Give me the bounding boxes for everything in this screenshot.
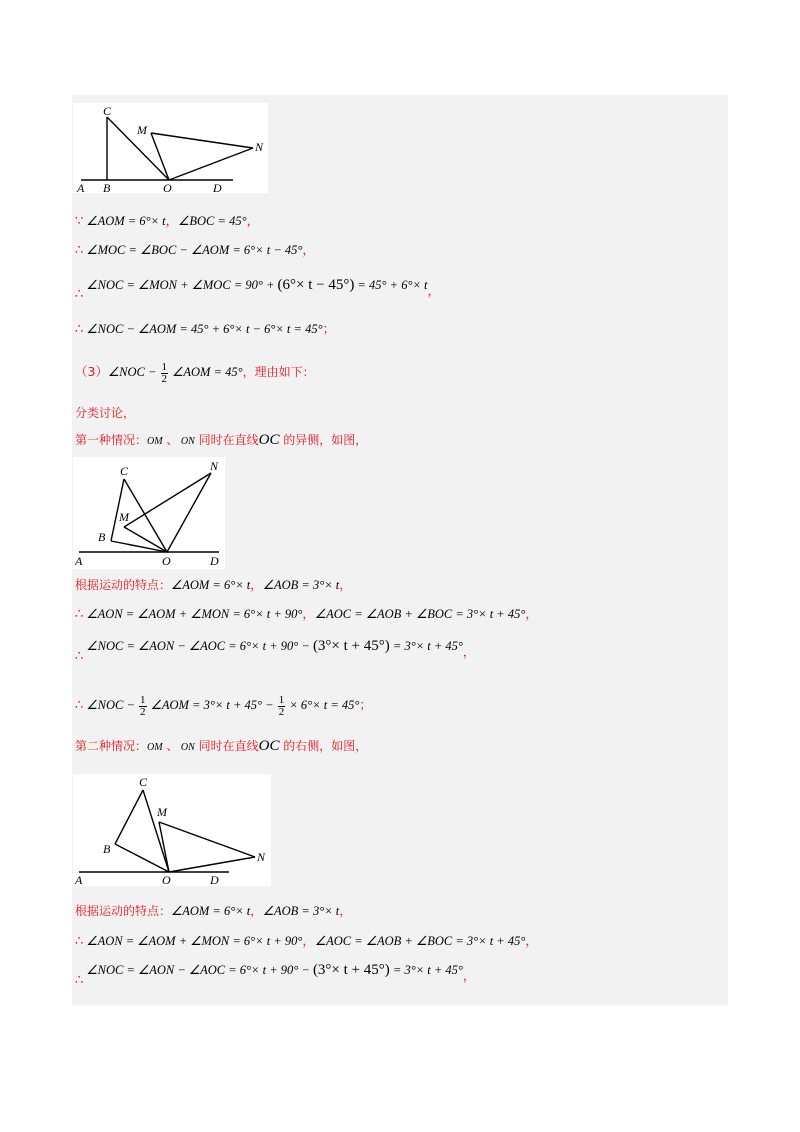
geometry-figure-2: [73, 457, 225, 569]
fraction-one-half: $\frac{1}{2}$: [161, 360, 168, 385]
line-4: ∴ ∠NOC − ∠AOM = 45° + 6°× t − 6°× t = 45°；: [75, 321, 336, 337]
line-8: 根据运动的特点：∠AOM = 6°× t，∠AOB = 3°× t，: [75, 577, 352, 592]
line-10: ∴ ∠NOC = ∠AON − ∠AOC = 6°× t + 90° − (3°× t + 45°) = 3°× t + 45°，: [75, 638, 476, 664]
fig2-label-c: C: [120, 464, 129, 478]
line-12: 第二种情况：OM 、 ON 同时在直线OC 的右侧，如图，: [75, 738, 368, 754]
fig3-label-d: D: [210, 873, 219, 886]
fig2-label-n: N: [210, 459, 219, 473]
line-13: 根据运动的特点：∠AOM = 6°× t，∠AOB = 3°× t，: [75, 903, 352, 918]
fig1-label-m: M: [137, 123, 147, 137]
fig3-label-m: M: [157, 805, 167, 819]
therefore-symbol: ∴: [75, 322, 84, 337]
line-9: ∴ ∠AON = ∠AOM + ∠MON = 6°× t + 90°，∠AOC = ∠AOB + ∠BOC = 3°× t + 45°，: [75, 606, 538, 622]
line-15: ∴ ∠NOC = ∠AON − ∠AOC = 6°× t + 90° − (3°× t + 45°) = 3°× t + 45°，: [75, 962, 476, 988]
therefore-symbol: ∴: [75, 649, 84, 664]
line-6: 分类讨论，: [75, 406, 136, 420]
therefore-symbol: ∴: [75, 287, 84, 302]
fig1-label-o: O: [163, 181, 172, 193]
geometry-figure-3: [73, 774, 271, 886]
therefore-symbol: ∴: [75, 243, 84, 258]
line-11: ∴ ∠NOC − $\frac{1}{2}$ ∠AOM = 3°× t + 45° − $\frac{1}{2}$ × 6°× t = 45°；: [75, 693, 372, 718]
fig3-label-c: C: [139, 775, 148, 789]
line-5: （3）∠NOC − $\frac{1}{2}$ ∠AOM = 45°，理由如下：: [75, 360, 315, 385]
fig1-label-a: A: [77, 181, 85, 193]
fig2-label-m: M: [119, 510, 129, 524]
fig2-label-b: B: [98, 530, 106, 544]
line-2: ∴ ∠MOC = ∠BOC − ∠AOM = 6°× t − 45°，: [75, 242, 315, 258]
fig1-label-c: C: [103, 104, 112, 118]
figure-3-drawing: [73, 774, 271, 886]
fig2-label-a: A: [75, 554, 83, 568]
fig3-label-o: O: [162, 873, 171, 886]
figure-2-drawing: [73, 457, 225, 569]
because-symbol: ∵: [75, 214, 84, 229]
therefore-symbol: ∴: [75, 934, 84, 949]
fig3-label-b: B: [103, 842, 111, 856]
line-7: 第一种情况：OM 、 ON 同时在直线OC 的异侧，如图，: [75, 432, 368, 448]
fig1-label-d: D: [213, 181, 222, 193]
figure-1-drawing: [73, 103, 268, 193]
therefore-symbol: ∴: [75, 698, 84, 713]
line-1: ∵ ∠AOM = 6°× t，∠BOC = 45°，: [75, 213, 260, 229]
fig2-label-o: O: [162, 554, 171, 568]
fraction-one-half: $\frac{1}{2}$: [140, 693, 146, 718]
line-14: ∴ ∠AON = ∠AOM + ∠MON = 6°× t + 90°，∠AOC = ∠AOB + ∠BOC = 3°× t + 45°，: [75, 933, 538, 949]
fig3-label-n: N: [257, 850, 266, 864]
fraction-one-half: $\frac{1}{2}$: [278, 693, 285, 718]
fig1-label-b: B: [103, 181, 111, 193]
therefore-symbol: ∴: [75, 607, 84, 622]
line-3: ∴ ∠NOC = ∠MON + ∠MOC = 90° + (6°× t − 45°) = 45° + 6°× t，: [75, 277, 441, 302]
fig3-label-a: A: [75, 873, 83, 886]
fig1-label-n: N: [255, 140, 264, 154]
geometry-figure-1: [73, 103, 268, 193]
therefore-symbol: ∴: [75, 973, 84, 988]
fig2-label-d: D: [210, 554, 219, 568]
